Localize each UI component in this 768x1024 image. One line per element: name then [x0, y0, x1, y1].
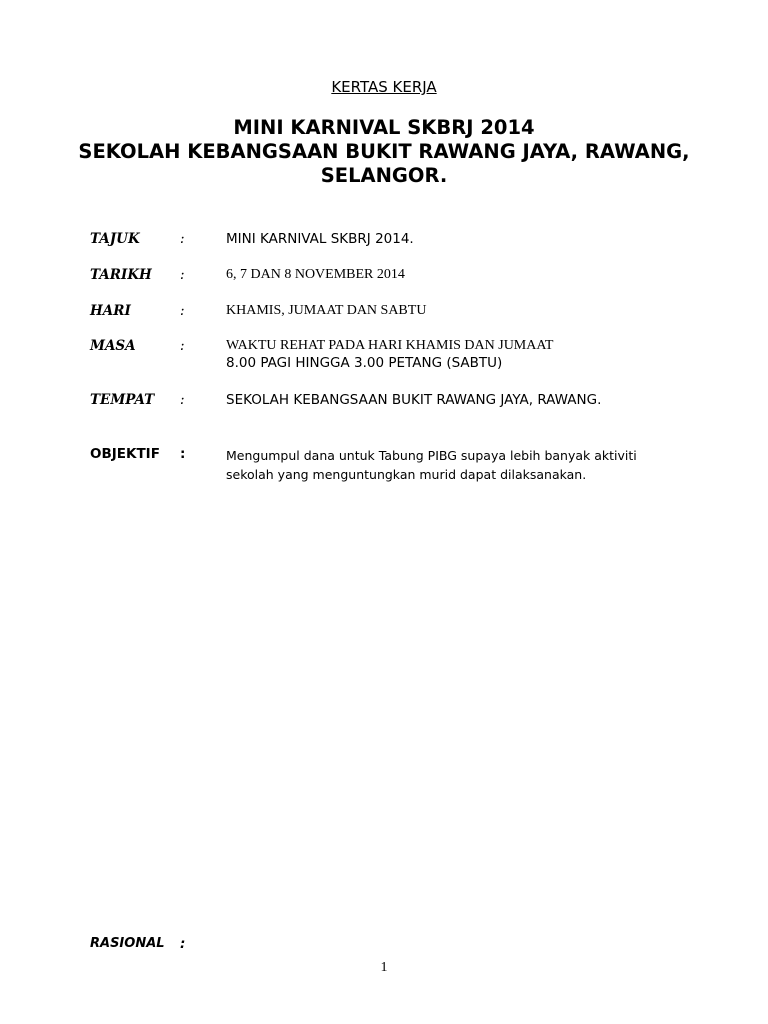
field-value: SEKOLAH KEBANGSAAN BUKIT RAWANG JAYA, RAWANG.	[226, 392, 602, 408]
title-line: SEKOLAH KEBANGSAAN BUKIT RAWANG JAYA, RAWANG,	[78, 140, 690, 163]
field-label: MASA	[90, 338, 136, 354]
field-label: RASIONAL	[90, 936, 165, 951]
field-colon: :	[180, 446, 186, 462]
page-number: 1	[380, 960, 388, 975]
field-label: HARI	[90, 303, 131, 319]
title-line: SELANGOR.	[320, 164, 448, 187]
field-label: TARIKH	[90, 267, 152, 283]
document-title	[40, 116, 728, 188]
field-value-line: Mengumpul dana untuk Tabung PIBG supaya lebih banyak aktiviti	[226, 448, 637, 463]
field-label: TAJUK	[90, 231, 140, 247]
field-value: KHAMIS, JUMAAT DAN SABTU	[226, 303, 427, 318]
field-colon: :	[180, 392, 185, 408]
field-colon: :	[180, 303, 185, 319]
field-value: MINI KARNIVAL SKBRJ 2014.	[226, 231, 414, 247]
field-value: 6, 7 DAN 8 NOVEMBER 2014	[226, 267, 405, 282]
field-colon: :	[180, 231, 185, 247]
title-line: MINI KARNIVAL SKBRJ 2014	[233, 116, 535, 139]
document-type-heading: KERTAS KERJA	[331, 78, 437, 96]
field-label: TEMPAT	[90, 392, 155, 408]
field-value-line: WAKTU REHAT PADA HARI KHAMIS DAN JUMAAT	[226, 338, 554, 353]
field-value-line: sekolah yang menguntungkan murid dapat dilaksanakan.	[226, 467, 587, 482]
field-colon: :	[180, 267, 185, 283]
field-value-line: 8.00 PAGI HINGGA 3.00 PETANG (SABTU)	[226, 355, 503, 371]
field-label: OBJEKTIF	[90, 446, 160, 462]
field-colon: :	[180, 936, 186, 952]
field-colon: :	[180, 338, 185, 354]
